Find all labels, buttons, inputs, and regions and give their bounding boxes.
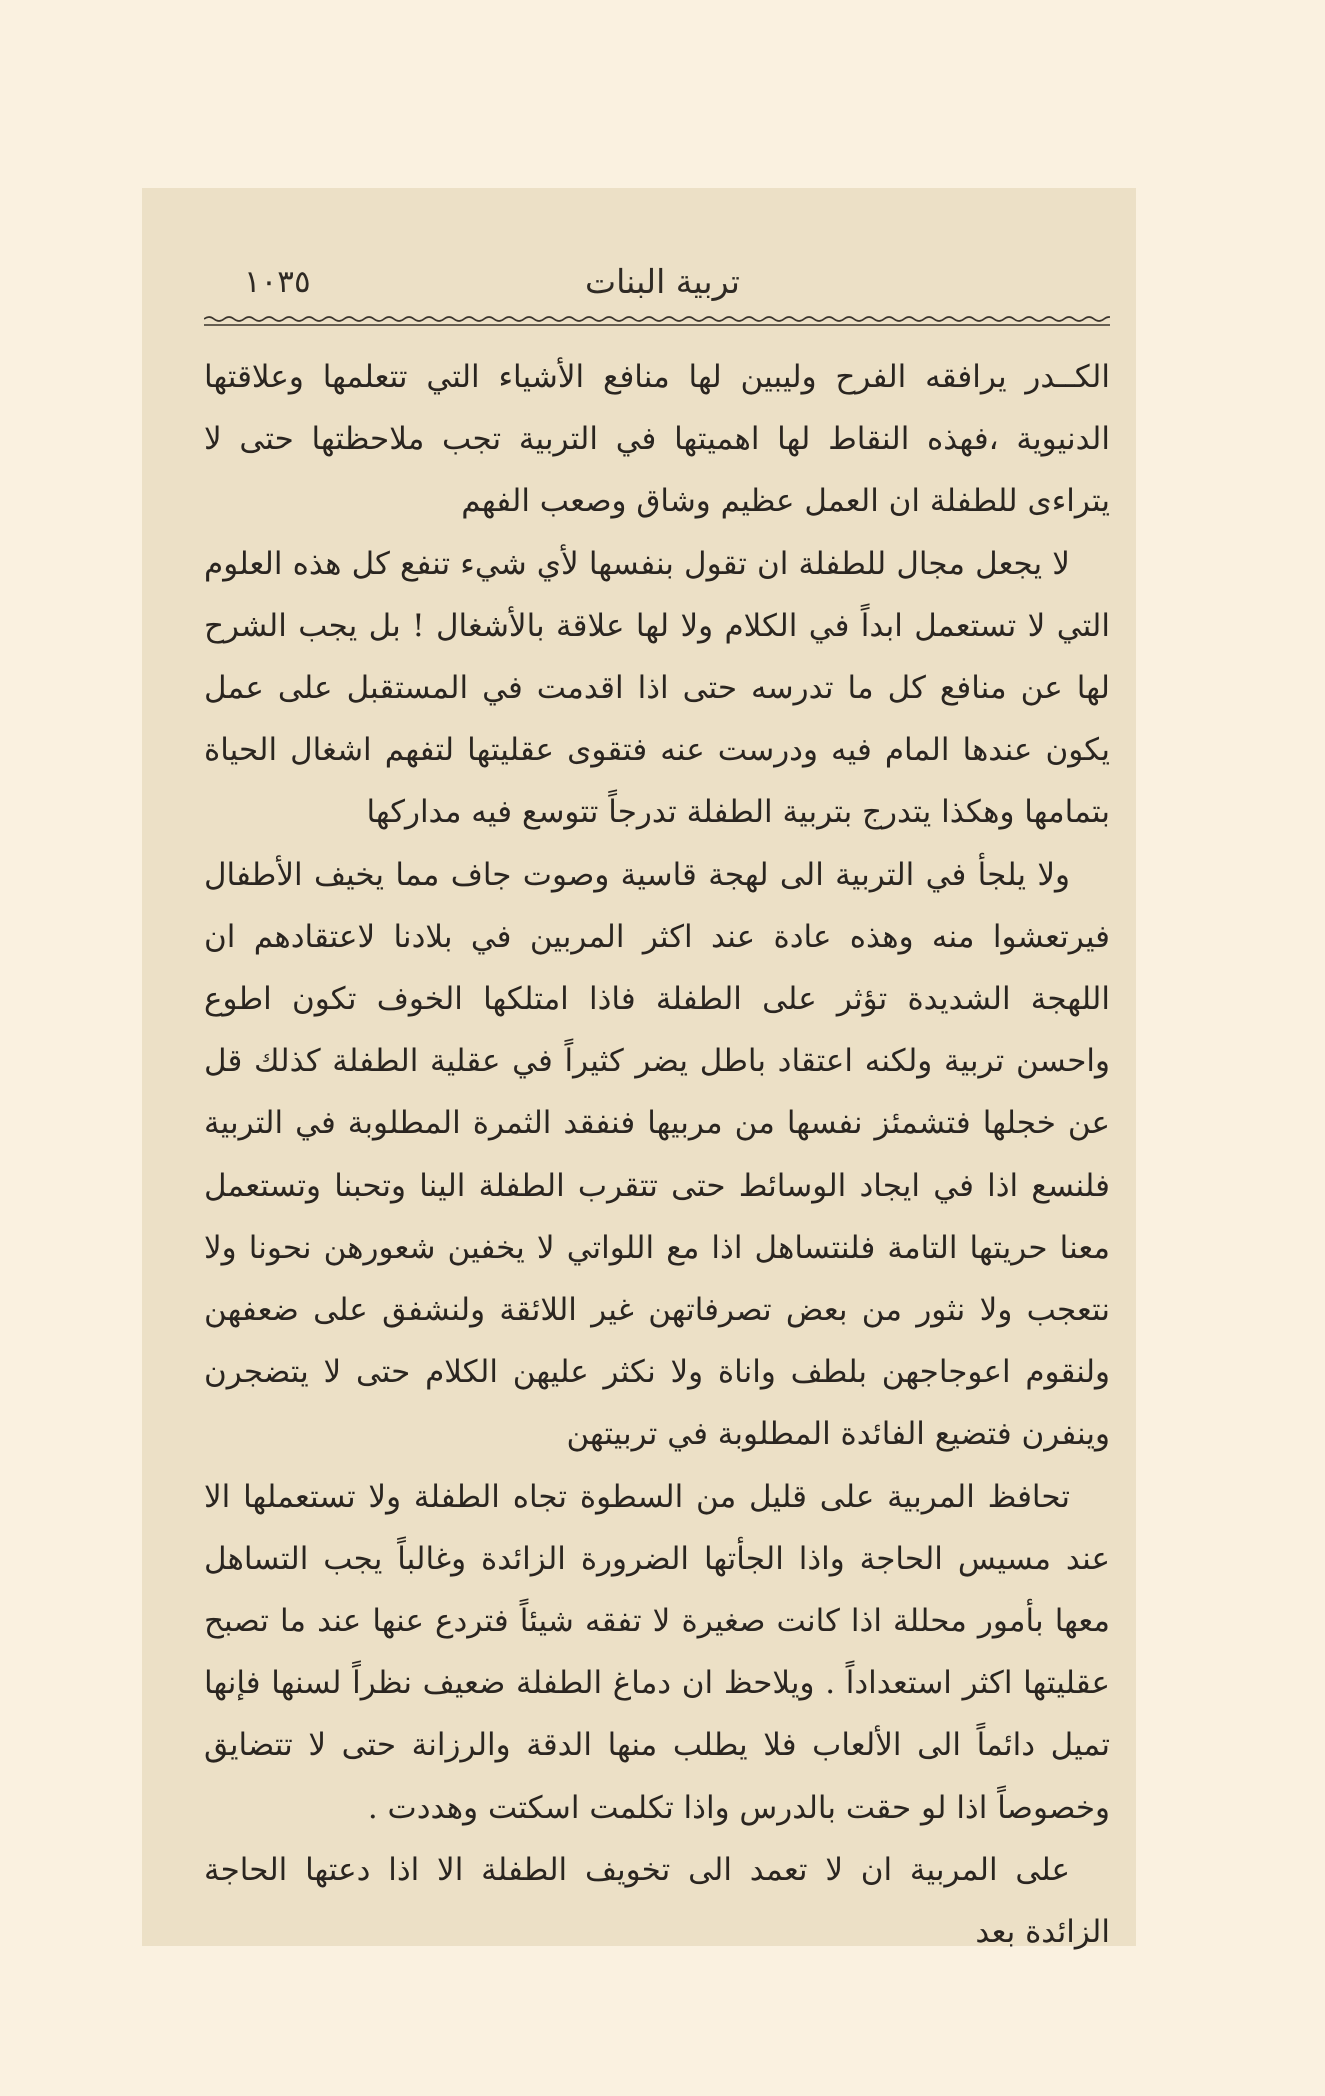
wavy-rule-divider — [204, 314, 1110, 328]
paragraph: على المربية ان لا تعمد الى تخويف الطفلة الا اذا دعتها الحاجة الزائدة بعد — [204, 1851, 1110, 1951]
page-header — [204, 258, 1110, 314]
scanned-page — [142, 188, 1136, 1951]
running-head: تربية البنات — [585, 262, 740, 301]
page-number: ١٠٣٥ — [244, 264, 311, 300]
paragraph: تحافظ المربية على قليل من السطوة تجاه الطفلة ولا تستعملها الا عند مسيس الحاجة واذا الجأتها الضرورة الزائدة وغالباً يجب التساهل معها بأمور محللة اذا كانت صغيرة لا تفقه شيئاً فتردع عنها عند ما تصبح عقليتها اكثر استعداداً . ويلاحظ ان دماغ الطفلة ضعيف نظراً لسنها فإنها تميل دائماً الى الألعاب فلا يطلب منها الدقة والرزانة حتى لا تتضايق وخصوصاً اذا لو حقت بالدرس واذا تكلمت اسكتت وهددت . — [204, 1478, 1110, 1826]
paragraph: لا يجعل مجال للطفلة ان تقول بنفسها لأي شيء تنفع كل هذه العلوم التي لا تستعمل ابداً في الكلام ولا لها علاقة بالأشغال ! بل يجب الشرح لها عن منافع كل ما تدرسه حتى اذا اقدمت في المستقبل على عمل يكون عندها المام فيه ودرست عنه فتقوى عقليتها لتفهم اشغال الحياة بتمامها وهكذا يتدرج بتربية الطفلة تدرجاً تتوسع فيه مداركها — [204, 545, 1110, 831]
body-text — [204, 346, 1110, 1963]
paragraph: ولا يلجأ في التربية الى لهجة قاسية وصوت جاف مما يخيف الأطفال فيرتعشوا منه وهذه عادة عند اكثر المربين في بلادنا لاعتقادهم ان اللهجة الشديدة تؤثر على الطفلة فاذا امتلكها الخوف تكون اطوع واحسن تربية ولكنه اعتقاد باطل يضر كثيراً في عقلية الطفلة كذلك قل عن خجلها فتشمئز نفسها من مربيها فنفقد الثمرة المطلوبة في التربية فلنسع اذا في ايجاد الوسائط حتى تتقرب الطفلة الينا وتحبنا وتستعمل معنا حريتها التامة فلنتساهل اذا مع اللواتي لا يخفين شعورهن نحونا ولا نتعجب ولا نثور من بعض تصرفاتهن غير اللائقة ولنشفق على ضعفهن ولنقوم اعوجاجهن بلطف واناة ولا نكثر عليهن الكلام حتى لا يتضجرن وينفرن فتضيع الفائدة المطلوبة في تربيتهن — [204, 856, 1110, 1453]
paragraph: الكــدر يرافقه الفرح وليبين لها منافع الأشياء التي تتعلمها وعلاقتها الدنيوية ،فهذه النقاط لها اهميتها في التربية تجب ملاحظتها حتى لا يتراءى للطفلة ان العمل عظيم وشاق وصعب الفهم — [204, 359, 1110, 520]
page-content — [204, 258, 1110, 1963]
